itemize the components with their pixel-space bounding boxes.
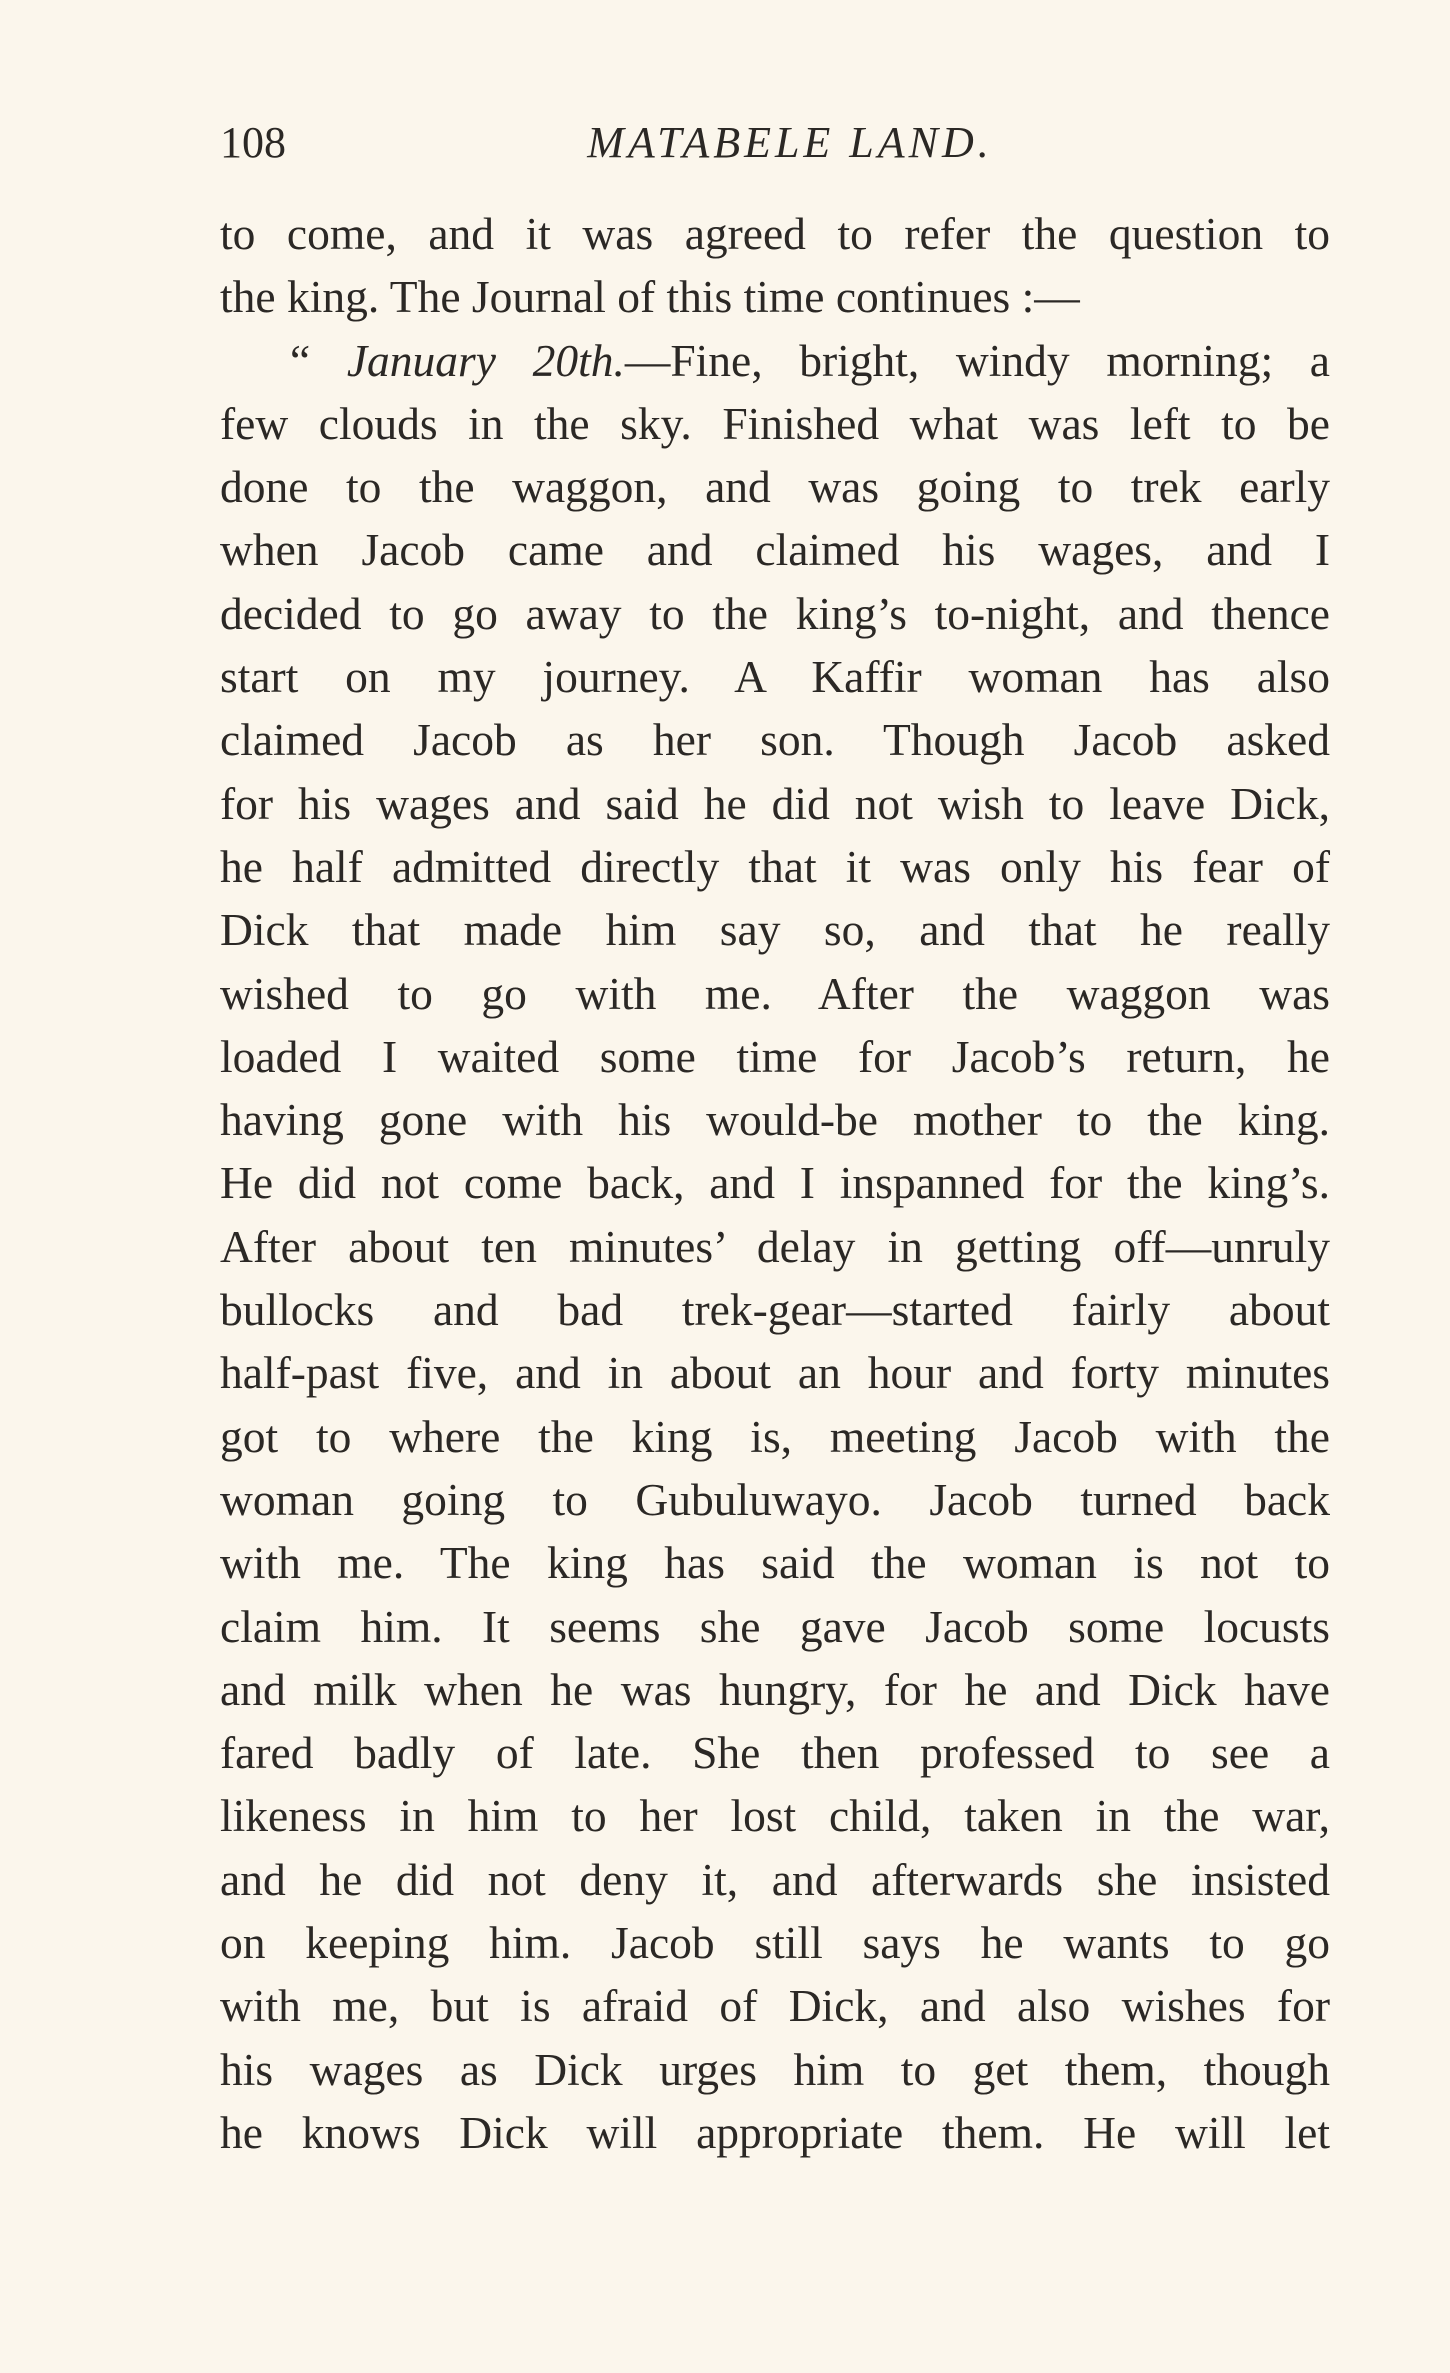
text-line: having gone with his would-be mother to the king.	[220, 1094, 1330, 1146]
text-line: got to where the king is, meeting Jacob with the	[220, 1410, 1330, 1462]
text-line: with me, but is afraid of Dick, and also wishes for	[220, 1980, 1330, 2032]
text-line: claimed Jacob as her son. Though Jacob asked	[220, 714, 1330, 766]
text-line: with me. The king has said the woman is not to	[220, 1537, 1330, 1589]
text-line: After about ten minutes’ delay in getting off—unruly	[220, 1220, 1330, 1272]
text-line: likeness in him to her lost child, taken in the war,	[220, 1790, 1330, 1842]
running-head	[220, 108, 1330, 178]
text-line: woman going to Gubuluwayo. Jacob turned back	[220, 1473, 1330, 1525]
journal-entry-text: —Fine, bright, windy morning; a	[624, 334, 1330, 386]
running-title: MATABELE LAND.	[587, 118, 993, 167]
text-line: decided to go away to the king’s to-night, and thence	[220, 587, 1330, 639]
text-line: done to the waggon, and was going to trek early	[220, 461, 1330, 513]
journal-date-month: January	[346, 334, 496, 386]
text-line: claim him. It seems she gave Jacob some locusts	[220, 1600, 1330, 1652]
body-text	[220, 202, 1330, 2164]
text-line: to come, and it was agreed to refer the question to	[220, 208, 1330, 259]
text-line: for his wages and said he did not wish to leave Dick,	[220, 777, 1330, 829]
text-line: wished to go with me. After the waggon was	[220, 967, 1330, 1019]
text-line: fared badly of late. She then professed to see a	[220, 1727, 1330, 1779]
open-quote: “	[290, 334, 347, 386]
text-line: when Jacob came and claimed his wages, and I	[220, 524, 1330, 576]
journal-entry-line	[220, 329, 1330, 392]
text-line: on keeping him. Jacob still says he wants to go	[220, 1917, 1330, 1969]
text-line: the king. The Journal of this time continues :—	[220, 271, 1080, 323]
text-line: he half admitted directly that it was only his fear of	[220, 840, 1330, 892]
page-number: 108	[220, 118, 286, 167]
text-line: bullocks and bad trek-gear—started fairly about	[220, 1284, 1330, 1336]
text-line: Dick that made him say so, and that he really	[220, 904, 1330, 956]
journal-date-day: 20th.	[495, 334, 625, 386]
text-line: half-past five, and in about an hour and forty minutes	[220, 1347, 1330, 1399]
text-line: loaded I waited some time for Jacob’s return, he	[220, 1030, 1330, 1082]
text-line: few clouds in the sky. Finished what was left to be	[220, 397, 1330, 449]
text-line: and he did not deny it, and afterwards she insisted	[220, 1853, 1330, 1905]
text-line: He did not come back, and I inspanned for the king’s.	[220, 1157, 1330, 1209]
text-line: start on my journey. A Kaffir woman has also	[220, 651, 1330, 703]
text-line: he knows Dick will appropriate them. He will let	[220, 2106, 1330, 2158]
text-line: his wages as Dick urges him to get them, though	[220, 2043, 1330, 2095]
text-line: and milk when he was hungry, for he and Dick have	[220, 1663, 1330, 1715]
